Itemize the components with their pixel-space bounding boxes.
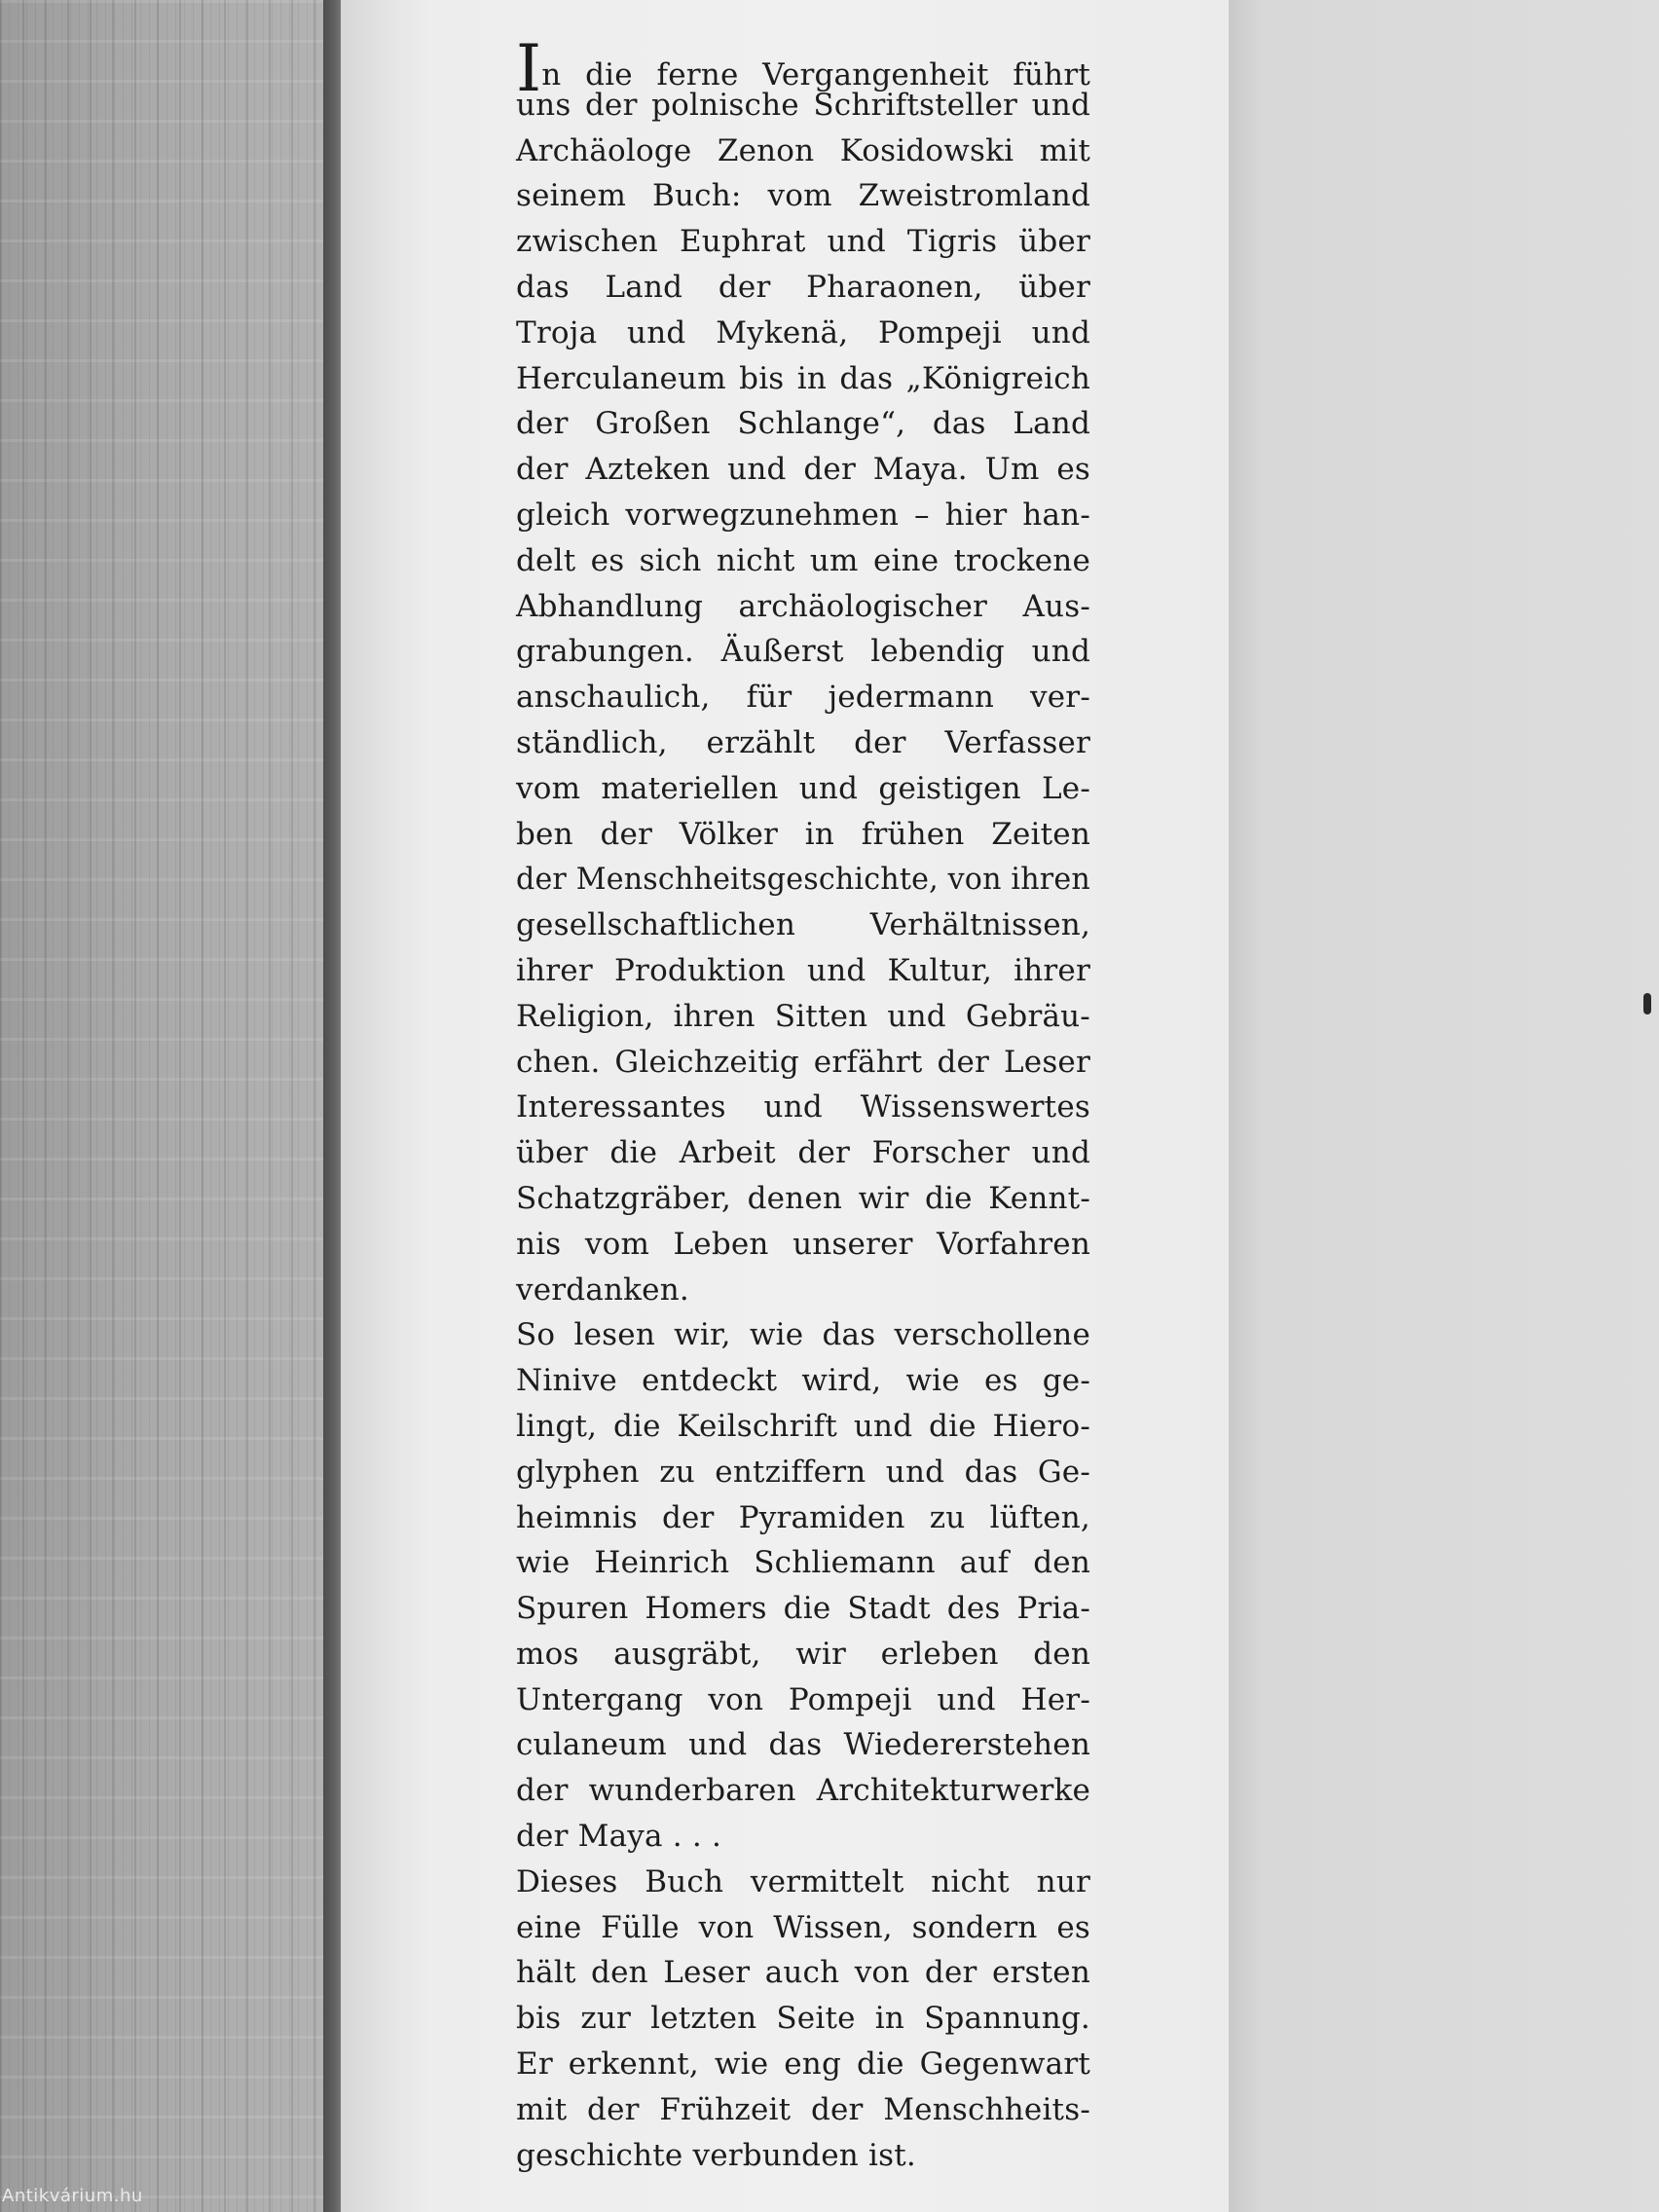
text-line: grabungen. Äußerst lebendig und xyxy=(516,634,1090,670)
text-line: Interessantes und Wissenswertes xyxy=(516,1089,1090,1125)
text-line: Schatzgräber, denen wir die Kennt- xyxy=(516,1180,1090,1216)
text-line: culaneum und das Wiedererstehen xyxy=(516,1727,1090,1763)
text-line: Troja und Mykenä, Pompeji und xyxy=(516,314,1090,350)
text-line: mos ausgräbt, wir erleben den xyxy=(516,1636,1090,1672)
text-line: Er erkennt, wie eng die Gegenwart xyxy=(516,2046,1090,2083)
text-line: Spuren Homers die Stadt des Pria- xyxy=(516,1591,1090,1627)
text-line: lingt, die Keilschrift und die Hiero- xyxy=(516,1408,1090,1444)
text-line: mit der Frühzeit der Menschheits- xyxy=(516,2091,1090,2127)
text-line: Religion, ihren Sitten und Gebräu- xyxy=(516,998,1090,1034)
text-line: gleich vorwegzunehmen – hier han- xyxy=(516,497,1090,533)
text-line: das Land der Pharaonen, über xyxy=(516,269,1090,305)
text-line: der wunderbaren Architekturwerke xyxy=(516,1773,1090,1809)
text-line: Archäologe Zenon Kosidowski mit xyxy=(516,132,1090,168)
text-line: nis vom Leben unserer Vorfahren xyxy=(516,1226,1090,1262)
text-line: der Menschheitsgeschichte, von ihren xyxy=(516,862,1090,898)
text-line: Dieses Buch vermittelt nicht nur xyxy=(516,1863,1090,1899)
text-line: glyphen zu entziffern und das Ge- xyxy=(516,1454,1090,1490)
text-line: ben der Völker in frühen Zeiten xyxy=(516,816,1090,852)
text-line: über die Arbeit der Forscher und xyxy=(516,1135,1090,1171)
text-line: ständlich, erzählt der Verfasser xyxy=(516,724,1090,760)
text-line: So lesen wir, wie das verschollene xyxy=(516,1317,1090,1353)
text-line: der Maya . . . xyxy=(516,1819,722,1855)
watermark: Antikvárium.hu xyxy=(2,2186,143,2206)
text-line: eine Fülle von Wissen, sondern es xyxy=(516,1909,1090,1945)
text-line: verdanken. xyxy=(516,1272,689,1308)
text-line: In die ferne Vergangenheit führt xyxy=(516,31,1090,106)
text-line: der Großen Schlange“, das Land xyxy=(516,406,1090,442)
text-line: delt es sich nicht um eine trockene xyxy=(516,542,1090,578)
text-line: der Azteken und der Maya. Um es xyxy=(516,452,1090,488)
text-line: Herculaneum bis in das „Königreich xyxy=(516,360,1090,396)
text-line: Ninive entdeckt wird, wie es ge- xyxy=(516,1363,1090,1399)
cover-board xyxy=(0,0,336,2212)
text-line: geschichte verbunden ist. xyxy=(516,2137,916,2173)
text-line: hält den Leser auch von der ersten xyxy=(516,1955,1090,1991)
text-line: zwischen Euphrat und Tigris über xyxy=(516,224,1090,260)
text-line: anschaulich, für jedermann ver- xyxy=(516,680,1090,716)
text-line: uns der polnische Schriftsteller und xyxy=(516,87,1090,123)
page-mark xyxy=(1643,993,1651,1014)
text-line: chen. Gleichzeitig erfährt der Leser xyxy=(516,1044,1090,1080)
text-line: Abhandlung archäologischer Aus- xyxy=(516,588,1090,624)
right-page xyxy=(1229,0,1659,2212)
text-line: wie Heinrich Schliemann auf den xyxy=(516,1545,1090,1581)
text-line: seinem Buch: vom Zweistromland xyxy=(516,178,1090,214)
text-line: ihrer Produktion und Kultur, ihrer xyxy=(516,952,1090,988)
flap-edge xyxy=(341,0,430,2212)
text-line: vom materiellen und geistigen Le- xyxy=(516,770,1090,806)
text-line: gesellschaftlichen Verhältnissen, xyxy=(516,907,1090,943)
blurb-text xyxy=(516,31,1090,2178)
text-line: heimnis der Pyramiden zu lüften, xyxy=(516,1499,1090,1535)
text-line: bis zur letzten Seite in Spannung. xyxy=(516,2001,1090,2037)
text-line: Untergang von Pompeji und Her- xyxy=(516,1681,1090,1717)
